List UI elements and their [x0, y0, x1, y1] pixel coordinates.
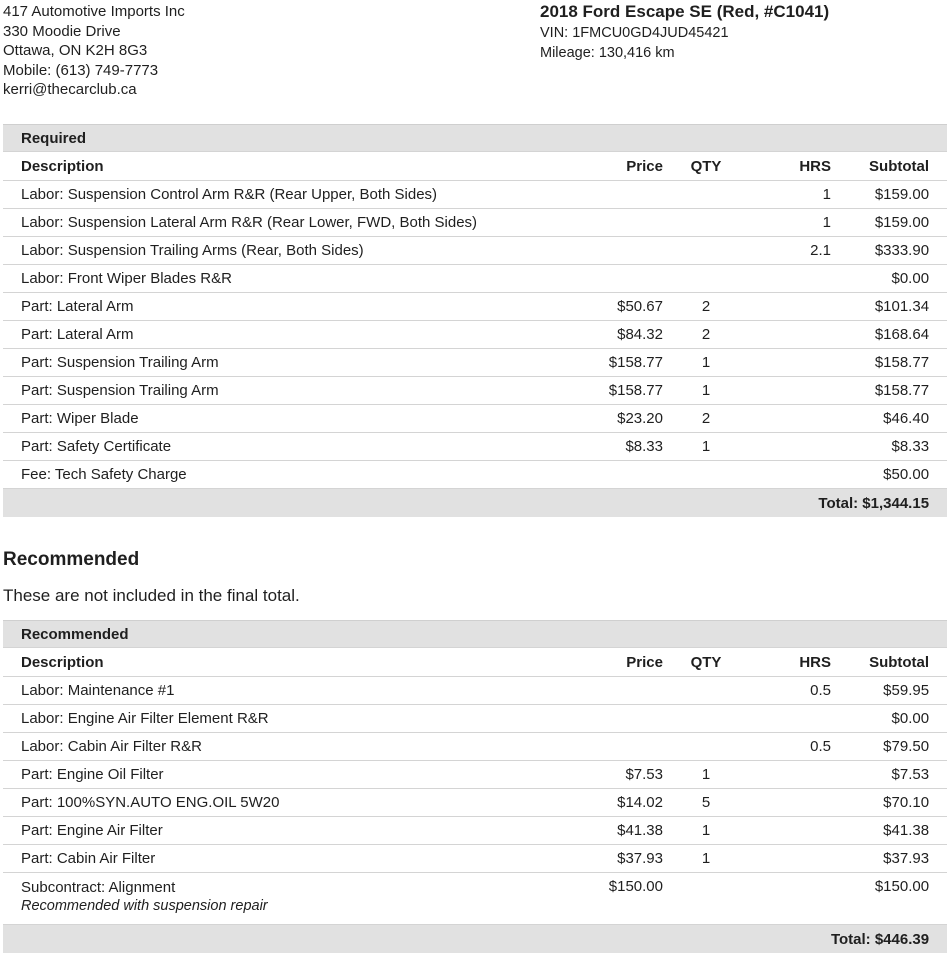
line-item-description-text: Part: Lateral Arm: [21, 298, 134, 315]
line-item-hrs: 1: [749, 209, 841, 237]
line-item-price: $37.93: [559, 845, 669, 873]
line-item-description-text: Part: Safety Certificate: [21, 438, 172, 455]
line-item-qty: 2: [669, 293, 749, 321]
line-item-hrs: [749, 293, 841, 321]
line-item-price: [559, 265, 669, 293]
line-item-qty: 1: [669, 433, 749, 461]
line-item-description: [3, 705, 559, 733]
line-item-description-text: Part: Lateral Arm: [21, 326, 134, 343]
line-item-price: $23.20: [559, 405, 669, 433]
line-item-description: [3, 377, 559, 405]
line-item-price: $7.53: [559, 761, 669, 789]
column-header-subtotal: Subtotal: [841, 152, 947, 181]
line-item-row: [3, 349, 947, 377]
line-item-description-text: Labor: Engine Air Filter Element R&R: [21, 710, 269, 727]
line-item-row: [3, 433, 947, 461]
line-item-description-text: Labor: Front Wiper Blades R&R: [21, 270, 232, 287]
line-item-hrs: [749, 817, 841, 845]
line-item-subtotal: $46.40: [841, 405, 947, 433]
line-item-description-text: Part: Wiper Blade: [21, 410, 139, 427]
line-item-price: $158.77: [559, 349, 669, 377]
line-item-description-text: Part: Engine Oil Filter: [21, 766, 164, 783]
column-header-price: Price: [559, 648, 669, 677]
line-item-hrs: [749, 265, 841, 293]
recommended-note: These are not included in the final total.: [3, 586, 300, 605]
line-item-description-text: Labor: Cabin Air Filter R&R: [21, 738, 202, 755]
required-section-label: Required: [3, 125, 947, 152]
line-item-description: [3, 789, 559, 817]
line-item-price: [559, 705, 669, 733]
line-item-row: [3, 181, 947, 209]
column-header-description: Description: [3, 152, 559, 181]
line-item-description: [3, 461, 559, 489]
line-item-qty: [669, 873, 749, 925]
line-item-subtotal: $59.95: [841, 677, 947, 705]
line-item-description: [3, 181, 559, 209]
line-item-qty: [669, 733, 749, 761]
line-item-description: [3, 237, 559, 265]
vehicle-mileage: Mileage: 130,416 km: [540, 45, 675, 61]
recommended-column-headers: [3, 648, 947, 677]
line-item-description-text: Part: 100%SYN.AUTO ENG.OIL 5W20: [21, 794, 280, 811]
required-total-row: [3, 489, 947, 518]
line-item-hrs: [749, 705, 841, 733]
line-item-subtotal: $158.77: [841, 377, 947, 405]
vehicle-info: [540, 2, 829, 63]
line-item-description-text: Part: Cabin Air Filter: [21, 850, 156, 867]
line-item-qty: 1: [669, 377, 749, 405]
line-item-description-text: Subcontract: Alignment: [21, 879, 176, 896]
line-item-qty: 1: [669, 349, 749, 377]
line-item-row: [3, 377, 947, 405]
column-header-subtotal: Subtotal: [841, 648, 947, 677]
line-item-hrs: [749, 405, 841, 433]
line-item-qty: 2: [669, 405, 749, 433]
recommended-section-label: Recommended: [3, 621, 947, 648]
line-item-description-text: Part: Suspension Trailing Arm: [21, 382, 219, 399]
line-item-note: Recommended with suspension repair: [21, 898, 268, 914]
line-item-qty: [669, 705, 749, 733]
line-item-subtotal: $158.77: [841, 349, 947, 377]
recommended-heading: Recommended: [3, 549, 140, 570]
required-section-header: [3, 125, 947, 152]
shop-mobile: Mobile: (613) 749-7773: [3, 61, 159, 79]
line-item-row: [3, 677, 947, 705]
line-item-description-text: Part: Suspension Trailing Arm: [21, 354, 219, 371]
line-item-hrs: [749, 845, 841, 873]
line-item-subtotal: $37.93: [841, 845, 947, 873]
line-item-hrs: [749, 789, 841, 817]
line-item-row: [3, 817, 947, 845]
line-item-description-text: Labor: Maintenance #1: [21, 682, 175, 699]
line-item-description: [3, 873, 559, 925]
line-item-row: [3, 405, 947, 433]
recommended-section-header: [3, 621, 947, 648]
line-item-subtotal: $0.00: [841, 705, 947, 733]
line-item-price: $84.32: [559, 321, 669, 349]
line-item-qty: [669, 209, 749, 237]
line-item-qty: [669, 461, 749, 489]
required-table: [3, 124, 947, 517]
shop-name: 417 Automotive Imports Inc: [3, 3, 185, 20]
line-item-price: [559, 181, 669, 209]
line-item-hrs: 2.1: [749, 237, 841, 265]
line-item-hrs: 0.5: [749, 677, 841, 705]
line-item-price: $50.67: [559, 293, 669, 321]
line-item-row: [3, 733, 947, 761]
recommended-total: Total: $446.39: [3, 925, 947, 954]
line-item-row: [3, 789, 947, 817]
line-item-subtotal: $79.50: [841, 733, 947, 761]
line-item-subtotal: $159.00: [841, 181, 947, 209]
line-item-qty: 2: [669, 321, 749, 349]
line-item-row: [3, 461, 947, 489]
line-item-description: [3, 733, 559, 761]
vehicle-title: 2018 Ford Escape SE (Red, #C1041): [540, 2, 830, 21]
line-item-subtotal: $150.00: [841, 873, 947, 925]
column-header-qty: QTY: [669, 648, 749, 677]
line-item-hrs: 1: [749, 181, 841, 209]
vehicle-vin: VIN: 1FMCU0GD4JUD45421: [540, 25, 729, 41]
line-item-price: $41.38: [559, 817, 669, 845]
line-item-subtotal: $168.64: [841, 321, 947, 349]
line-item-description: [3, 817, 559, 845]
line-item-description: [3, 761, 559, 789]
line-item-description-text: Fee: Tech Safety Charge: [21, 466, 187, 483]
shop-info: [3, 2, 185, 100]
line-item-description-text: Labor: Suspension Control Arm R&R (Rear Upper, Both Sides): [21, 186, 438, 203]
required-total: Total: $1,344.15: [3, 489, 947, 518]
line-item-subtotal: $50.00: [841, 461, 947, 489]
line-item-description: [3, 349, 559, 377]
line-item-subtotal: $333.90: [841, 237, 947, 265]
column-header-price: Price: [559, 152, 669, 181]
line-item-price: $150.00: [559, 873, 669, 925]
line-item-price: [559, 209, 669, 237]
line-item-description: [3, 677, 559, 705]
line-item-price: [559, 677, 669, 705]
line-item-subtotal: $7.53: [841, 761, 947, 789]
line-item-row: [3, 237, 947, 265]
line-item-description-text: Labor: Suspension Trailing Arms (Rear, Both Sides): [21, 242, 364, 259]
line-item-description: [3, 433, 559, 461]
line-item-price: [559, 237, 669, 265]
line-item-hrs: [749, 433, 841, 461]
line-item-row: [3, 321, 947, 349]
line-item-hrs: [749, 349, 841, 377]
line-item-qty: [669, 677, 749, 705]
line-item-qty: 1: [669, 761, 749, 789]
line-item-price: $158.77: [559, 377, 669, 405]
line-item-row: [3, 705, 947, 733]
line-item-price: $14.02: [559, 789, 669, 817]
column-header-hrs: HRS: [749, 648, 841, 677]
line-item-qty: [669, 237, 749, 265]
line-item-price: [559, 461, 669, 489]
line-item-qty: 1: [669, 817, 749, 845]
line-item-hrs: [749, 377, 841, 405]
line-item-hrs: [749, 461, 841, 489]
line-item-subtotal: $0.00: [841, 265, 947, 293]
line-item-description: [3, 209, 559, 237]
line-item-qty: [669, 265, 749, 293]
shop-address-line2: Ottawa, ON K2H 8G3: [3, 42, 148, 59]
line-item-subtotal: $41.38: [841, 817, 947, 845]
line-item-hrs: [749, 321, 841, 349]
recommended-total-row: [3, 925, 947, 954]
line-item-subtotal: $101.34: [841, 293, 947, 321]
shop-email: kerri@thecarclub.ca: [3, 81, 137, 98]
line-item-qty: 5: [669, 789, 749, 817]
line-item-description: [3, 265, 559, 293]
line-item-qty: 1: [669, 845, 749, 873]
recommended-table: [3, 620, 947, 953]
line-item-price: $8.33: [559, 433, 669, 461]
line-item-subtotal: $8.33: [841, 433, 947, 461]
shop-address-line1: 330 Moodie Drive: [3, 22, 121, 40]
line-item-description: [3, 321, 559, 349]
line-item-description: [3, 845, 559, 873]
column-header-hrs: HRS: [749, 152, 841, 181]
required-column-headers: [3, 152, 947, 181]
line-item-row: [3, 265, 947, 293]
line-item-hrs: [749, 873, 841, 925]
column-header-description: Description: [3, 648, 559, 677]
line-item-hrs: [749, 761, 841, 789]
line-item-row: [3, 209, 947, 237]
line-item-description-text: Part: Engine Air Filter: [21, 822, 163, 839]
line-item-price: [559, 733, 669, 761]
line-item-subtotal: $159.00: [841, 209, 947, 237]
line-item-description-text: Labor: Suspension Lateral Arm R&R (Rear Lower, FWD, Both Sides): [21, 214, 478, 231]
line-item-row: [3, 293, 947, 321]
line-item-row: [3, 873, 947, 925]
line-item-description: [3, 405, 559, 433]
line-item-row: [3, 761, 947, 789]
column-header-qty: QTY: [669, 152, 749, 181]
line-item-description: [3, 293, 559, 321]
line-item-qty: [669, 181, 749, 209]
line-item-row: [3, 845, 947, 873]
line-item-subtotal: $70.10: [841, 789, 947, 817]
line-item-hrs: 0.5: [749, 733, 841, 761]
